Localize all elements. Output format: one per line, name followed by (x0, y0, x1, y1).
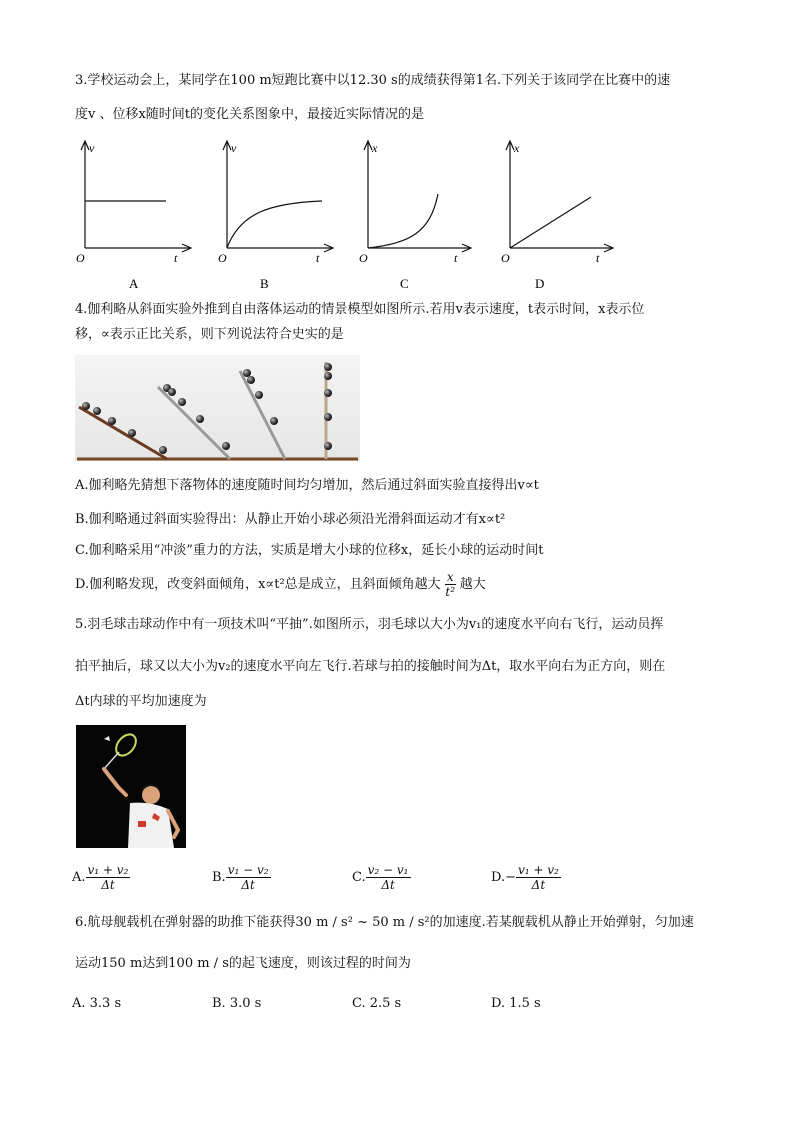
q4-option-d-tail: 越大 (459, 577, 486, 592)
q5-option-a-den: Δt (101, 878, 115, 892)
badminton-player-photo (76, 725, 186, 848)
q5-option-d-den: Δt (531, 878, 546, 892)
q5-option-c-num: v₂ − v₁ (367, 863, 409, 877)
q5-stem-line2: 拍平抽后，球又以大小为v₂的速度水平向左飞行.若球与拍的接触时间为Δt，取水平向右为正方向，则在 (75, 659, 666, 674)
q6-option-b: B. 3.0 s (212, 996, 262, 1011)
q4-option-d-num: x (446, 570, 454, 584)
q6-stem-line2: 运动150 m达到100 m / s的起飞速度，则该过程的时间为 (75, 956, 411, 971)
graph-c-yaxis: x (372, 141, 378, 155)
q4-stem-line2: 移，∝表示正比关系，则下列说法符合史实的是 (75, 327, 344, 342)
q4-option-c: C.伽利略采用“冲淡”重力的方法，实质是增大小球的位移x，延长小球的运动时间t (75, 543, 544, 558)
q5-option-b-fraction (226, 863, 271, 892)
q5-option-a-num: v₁ + v₂ (87, 863, 129, 877)
graph-a-xaxis: t (174, 251, 178, 265)
q4-option-d-text: D.伽利略发现，改变斜面倾角，x∝t²总是成立，且斜面倾角越大 (75, 577, 441, 592)
graph-b-origin: O (218, 251, 227, 265)
q5-option-b-den: Δt (241, 878, 255, 892)
q3-stem-line2: 度v 、位移x随时间t的变化关系图象中，最接近实际情况的是 (75, 107, 425, 122)
q5-option-d-prefix: D.− (491, 870, 516, 885)
q5-option-c-prefix: C. (352, 870, 366, 885)
q5-option-d-num: v₁ + v₂ (517, 863, 559, 877)
q5-option-c-fraction (366, 863, 411, 892)
q5-option-d (491, 863, 561, 892)
graph-d (501, 141, 613, 291)
q6-option-c: C. 2.5 s (352, 996, 402, 1011)
q5-option-d-fraction (516, 863, 561, 892)
graph-c-xaxis: t (454, 251, 458, 265)
q4-option-d-den: t² (445, 585, 456, 599)
q5-option-a-fraction (86, 863, 131, 892)
q5-option-c (352, 863, 411, 892)
q4-option-d-fraction (445, 570, 456, 599)
graph-d-xaxis: t (596, 251, 600, 265)
graph-d-yaxis: x (514, 141, 520, 155)
graph-c (359, 141, 471, 291)
q4-stem-line1: 4.伽利略从斜面实验外推到自由落体运动的情景模型如图所示.若用v表示速度，t表示时间，x表示位 (75, 302, 645, 317)
q6-stem-line1: 6.航母舰载机在弹射器的助推下能获得30 m / s² ~ 50 m / s²的加速度.若某舰载机从静止开始弹射，匀加速 (75, 915, 694, 930)
q4-option-a: A.伽利略先猜想下落物体的速度随时间均匀增加，然后通过斜面实验直接得出v∝t (75, 478, 539, 493)
q3-graphs (60, 138, 620, 298)
graph-a-yaxis: v (89, 141, 95, 155)
graph-c-label: C (400, 276, 409, 291)
graph-b-label: B (260, 276, 269, 291)
q5-option-a-prefix: A. (72, 870, 86, 885)
graph-b (218, 141, 333, 291)
q5-option-b-num: v₁ − v₂ (227, 863, 269, 877)
q5-stem-line3: Δt内球的平均加速度为 (75, 694, 207, 709)
graph-b-xaxis: t (316, 251, 320, 265)
q6-option-d: D. 1.5 s (491, 996, 541, 1011)
q4-option-b: B.伽利略通过斜面实验得出：从静止开始小球必须沿光滑斜面运动才有x∝t² (75, 512, 506, 527)
q5-option-b (212, 863, 271, 892)
q4-option-d (75, 570, 486, 599)
q6-option-a: A. 3.3 s (72, 996, 122, 1011)
graph-a (76, 141, 191, 291)
graph-a-label: A (129, 276, 139, 291)
q5-stem-line1: 5.羽毛球击球动作中有一项技术叫“平抽”.如图所示，羽毛球以大小为v₁的速度水平向右飞行，运动员挥 (75, 617, 664, 632)
q3-stem-line1: 3.学校运动会上，某同学在100 m短跑比赛中以12.30 s的成绩获得第1名.下列关于该同学在比赛中的速 (75, 73, 671, 88)
q5-option-b-prefix: B. (212, 870, 226, 885)
graph-c-origin: O (359, 251, 368, 265)
graph-d-origin: O (501, 251, 510, 265)
q5-option-c-den: Δt (381, 878, 395, 892)
graph-b-yaxis: v (231, 141, 237, 155)
graph-d-label: D (535, 276, 545, 291)
q5-option-a (72, 863, 130, 892)
graph-a-origin: O (76, 251, 85, 265)
galileo-incline-figure (75, 355, 360, 465)
